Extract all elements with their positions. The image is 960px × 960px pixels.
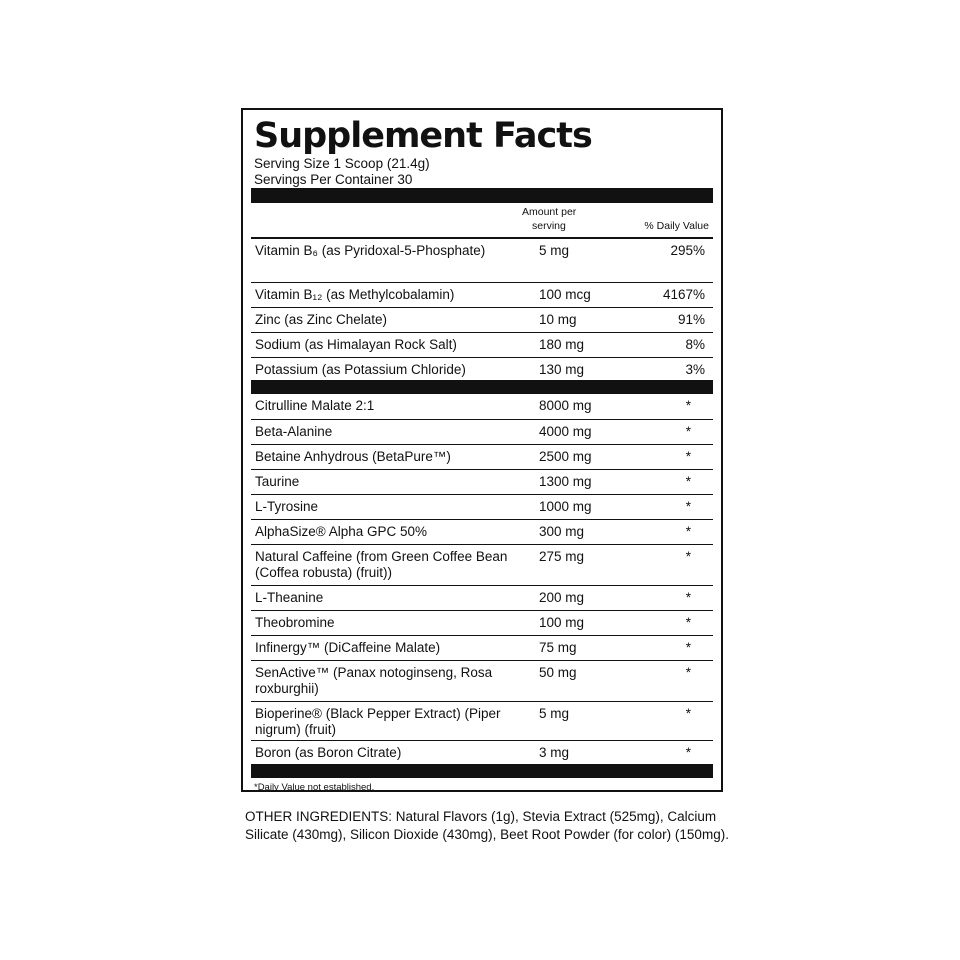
table-row	[251, 394, 713, 420]
table-row	[251, 702, 713, 741]
ingredient-daily-value: *	[685, 590, 691, 605]
table-row	[251, 445, 713, 470]
table-row	[251, 611, 713, 636]
table-row	[251, 283, 713, 308]
table-row	[251, 520, 713, 545]
nutrient-daily-value: 4167%	[662, 287, 705, 302]
ingredient-daily-value: *	[685, 745, 691, 760]
table-row	[251, 495, 713, 520]
ingredient-amount: 100 mg	[539, 615, 585, 630]
ingredient-amount: 2500 mg	[539, 449, 592, 464]
thick-divider	[251, 764, 713, 778]
daily-value-header: % Daily Value	[644, 220, 709, 232]
table-row	[251, 636, 713, 661]
table-row	[251, 586, 713, 611]
ingredient-name: Natural Caffeine (from Green Coffee Bean (Coffea robusta) (fruit))	[255, 549, 508, 580]
amount-per-header: Amount per	[522, 206, 577, 218]
nutrient-amount: 100 mcg	[539, 287, 591, 302]
ingredient-daily-value: *	[685, 549, 691, 564]
nutrient-amount: 10 mg	[539, 312, 577, 327]
ingredient-name: Citrulline Malate 2:1	[255, 398, 375, 413]
ingredient-name: Bioperine® (Black Pepper Extract) (Piper nigrum) (fruit)	[255, 706, 501, 737]
nutrient-amount: 130 mg	[539, 362, 585, 377]
nutrient-name: Sodium (as Himalayan Rock Salt)	[255, 337, 457, 352]
table-row	[251, 545, 713, 586]
table-row	[251, 661, 713, 702]
serving-header: serving	[532, 220, 566, 232]
ingredient-name: AlphaSize® Alpha GPC 50%	[255, 524, 428, 539]
ingredient-amount: 300 mg	[539, 524, 585, 539]
supplement-facts-panel	[241, 108, 723, 792]
ingredient-daily-value: *	[685, 524, 691, 539]
ingredient-amount: 1300 mg	[539, 474, 592, 489]
ingredient-daily-value: *	[685, 640, 691, 655]
ingredient-amount: 5 mg	[539, 706, 570, 721]
ingredient-amount: 1000 mg	[539, 499, 592, 514]
panel-title: Supplement Facts	[254, 116, 592, 156]
table-row	[251, 358, 713, 380]
ingredient-name: L-Theanine	[255, 590, 324, 605]
ingredient-name: Beta-Alanine	[255, 424, 333, 439]
ingredient-name: Infinergy™ (DiCaffeine Malate)	[255, 640, 441, 655]
ingredient-amount: 4000 mg	[539, 424, 592, 439]
table-row	[251, 741, 713, 764]
nutrient-name: Vitamin B₁₂ (as Methylcobalamin)	[255, 287, 455, 302]
ingredient-name: Theobromine	[255, 615, 335, 630]
ingredient-amount: 8000 mg	[539, 398, 592, 413]
thick-divider	[251, 380, 713, 394]
ingredient-daily-value: *	[685, 474, 691, 489]
serving-size: Serving Size 1 Scoop (21.4g)	[254, 156, 430, 171]
nutrient-amount: 180 mg	[539, 337, 585, 352]
ingredient-name: Betaine Anhydrous (BetaPure™)	[255, 449, 451, 464]
table-row	[251, 420, 713, 445]
nutrient-name: Zinc (as Zinc Chelate)	[255, 312, 388, 327]
ingredient-daily-value: *	[685, 398, 691, 413]
ingredient-daily-value: *	[685, 449, 691, 464]
table-row	[251, 470, 713, 495]
ingredient-daily-value: *	[685, 665, 691, 680]
nutrient-daily-value: 295%	[670, 243, 705, 258]
ingredient-name: Boron (as Boron Citrate)	[255, 745, 402, 760]
nutrient-amount: 5 mg	[539, 243, 570, 258]
ingredient-amount: 3 mg	[539, 745, 570, 760]
ingredient-daily-value: *	[685, 424, 691, 439]
ingredient-daily-value: *	[685, 499, 691, 514]
table-row	[251, 239, 713, 283]
table-row	[251, 333, 713, 358]
ingredient-amount: 75 mg	[539, 640, 577, 655]
nutrient-name: Potassium (as Potassium Chloride)	[255, 362, 466, 377]
daily-value-footnote: *Daily Value not established.	[254, 782, 375, 793]
ingredient-amount: 200 mg	[539, 590, 585, 605]
nutrient-name: Vitamin B₆ (as Pyridoxal-5-Phosphate)	[255, 243, 486, 258]
table-row	[251, 308, 713, 333]
ingredient-amount: 275 mg	[539, 549, 585, 564]
ingredient-name: Taurine	[255, 474, 300, 489]
nutrient-daily-value: 3%	[685, 362, 705, 377]
thick-divider	[251, 188, 713, 203]
servings-per-container: Servings Per Container 30	[254, 172, 413, 187]
nutrient-daily-value: 91%	[677, 312, 705, 327]
ingredient-name: SenActive™ (Panax notoginseng, Rosa roxburghii)	[255, 665, 493, 696]
ingredient-daily-value: *	[685, 706, 691, 721]
ingredient-name: L-Tyrosine	[255, 499, 319, 514]
ingredient-daily-value: *	[685, 615, 691, 630]
ingredient-amount: 50 mg	[539, 665, 577, 680]
nutrient-daily-value: 8%	[685, 337, 705, 352]
other-ingredients: OTHER INGREDIENTS: Natural Flavors (1g), Stevia Extract (525mg), Calcium Silicate (430mg), Silicon Dioxide (430mg), Beet Root Powder (for color) (150mg).	[245, 809, 729, 842]
